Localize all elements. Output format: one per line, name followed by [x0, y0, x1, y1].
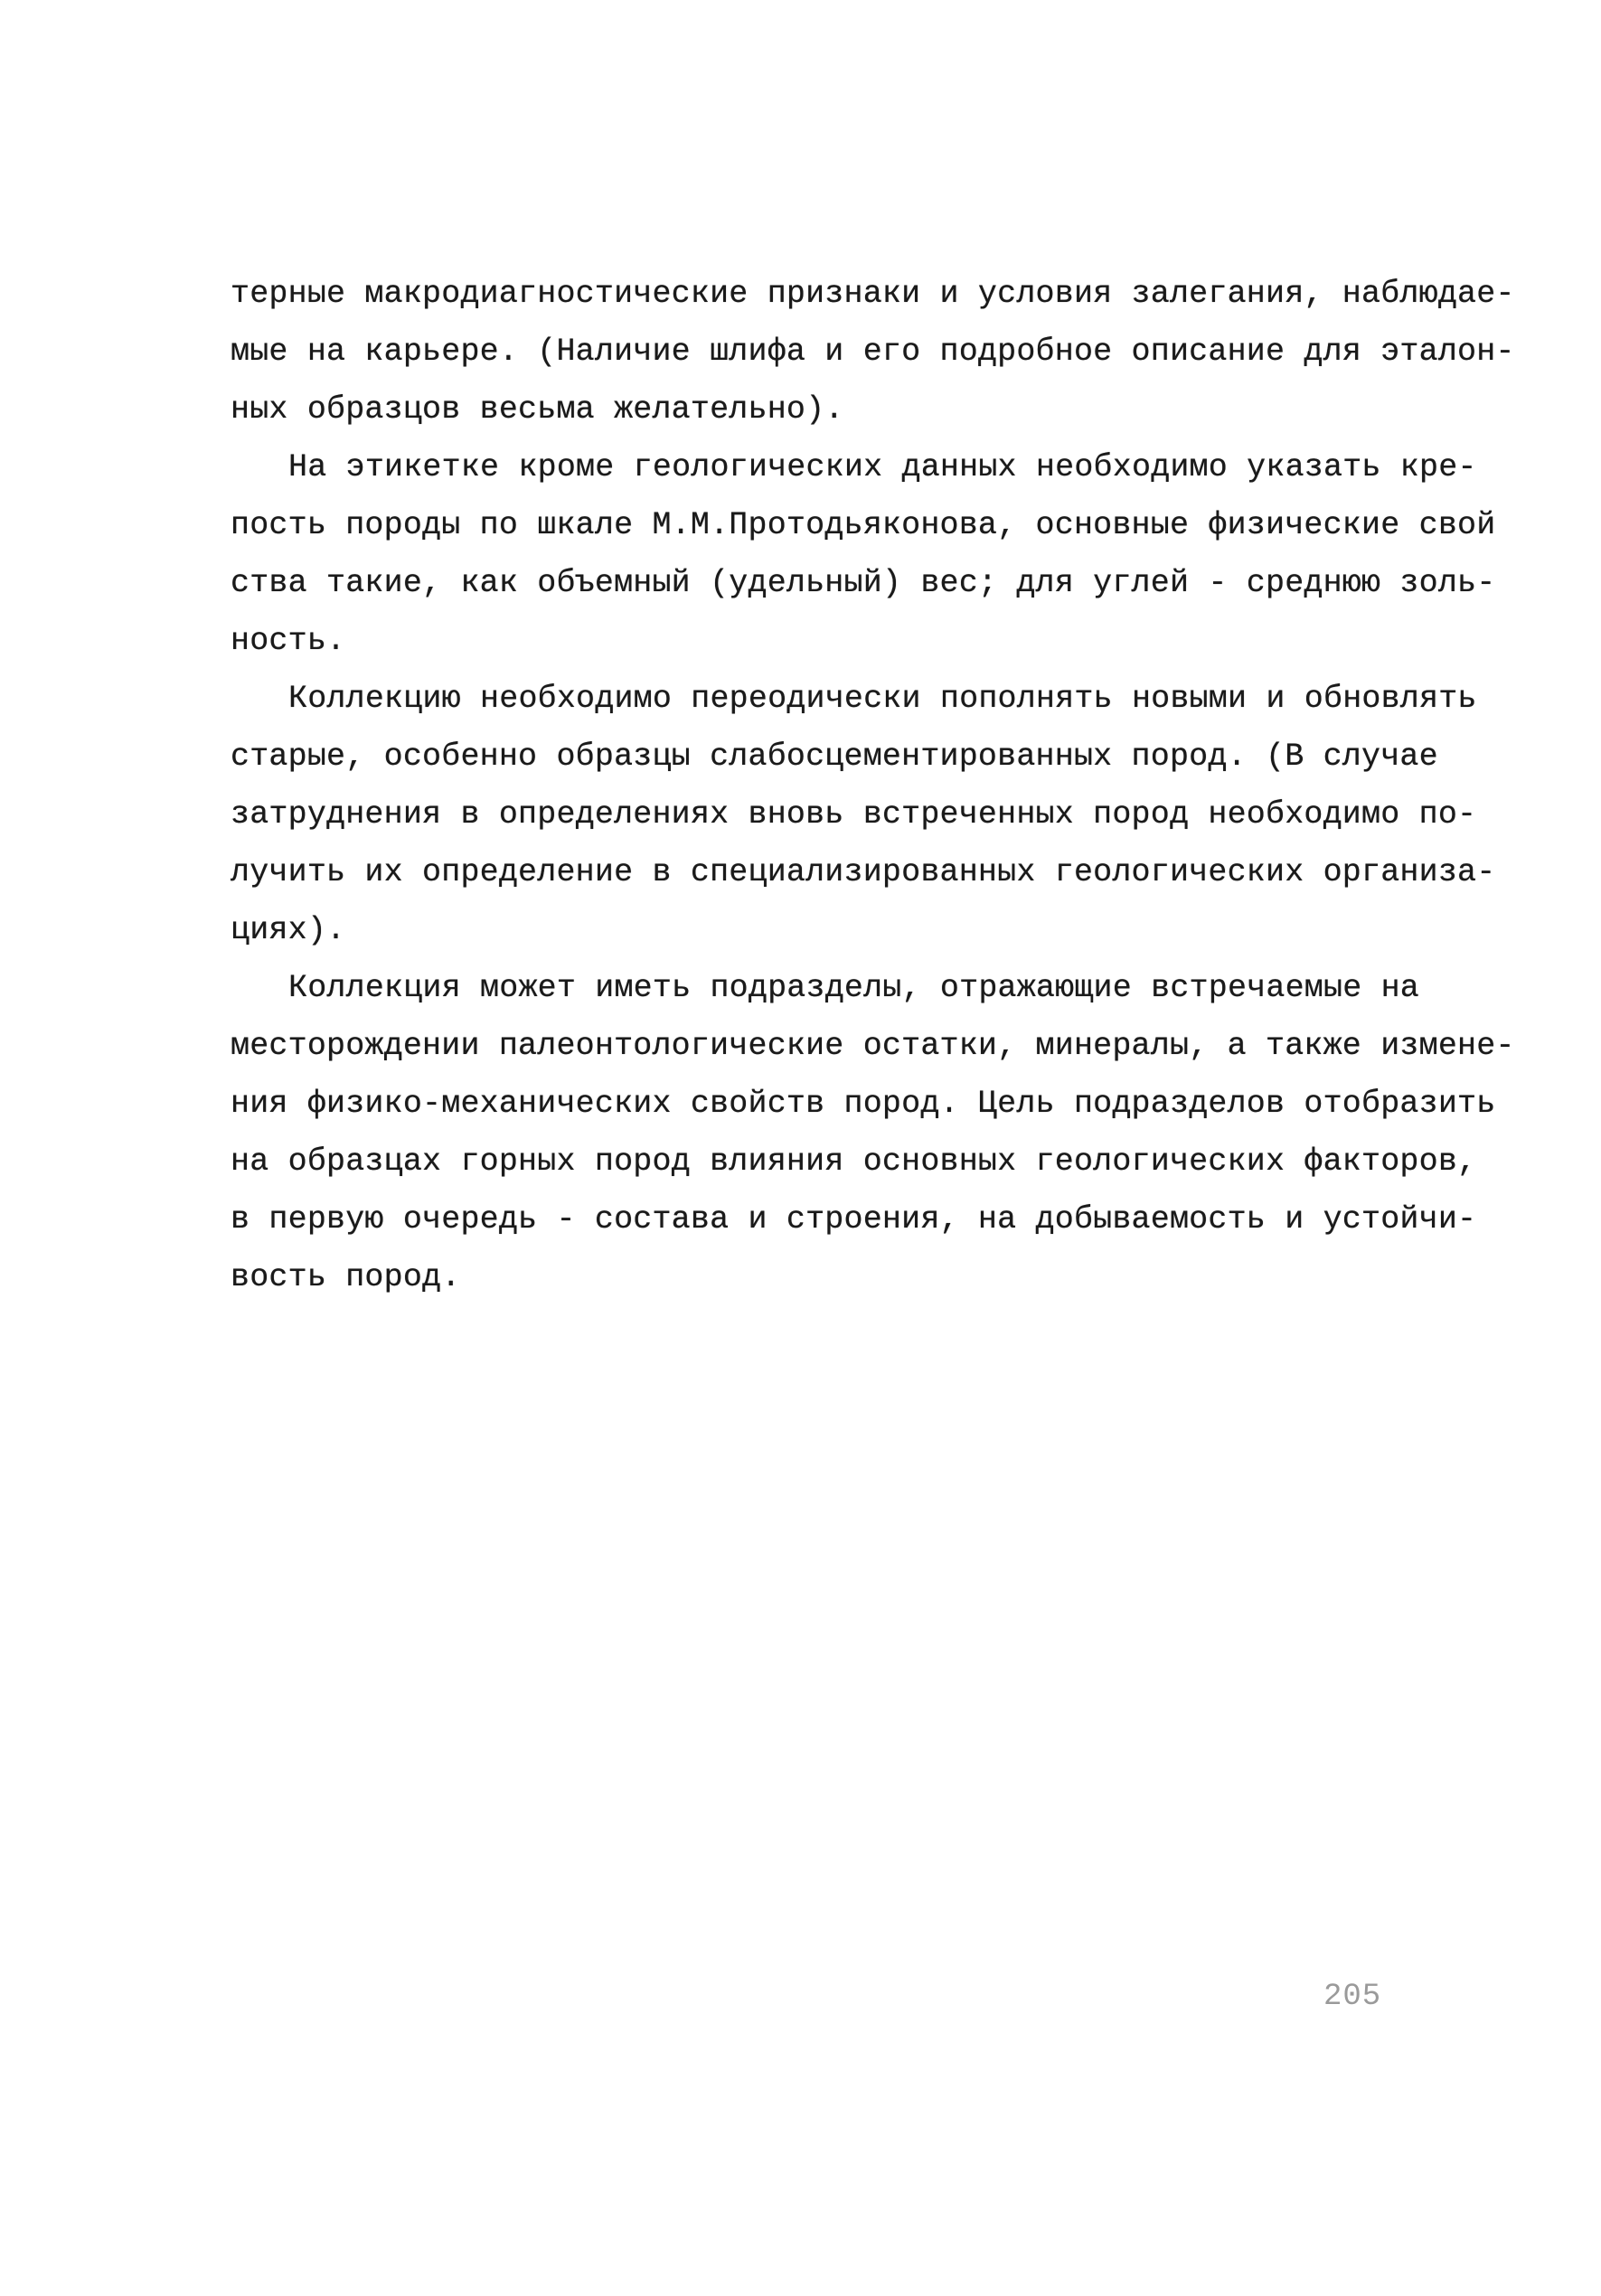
text-line: ных образцов весьма желательно). [231, 391, 844, 428]
text-line: вость пород. [231, 1259, 461, 1295]
paragraph-first-line: Коллекцию необходимо переодически пополнять новыми и обновлять [288, 681, 1477, 717]
text-line: ность. [231, 623, 346, 659]
text-line: ния физико-механических свойств пород. Цель подразделов отобразить [231, 1086, 1496, 1122]
text-line: на образцах горных пород влияния основных геологических факторов, [231, 1143, 1477, 1180]
text-line: мые на карьере. (Наличие шлифа и его подробное описание для эталон- [231, 334, 1515, 370]
paragraph-first-line: На этикетке кроме геологических данных необходимо указать кре- [288, 449, 1477, 485]
text-line: затруднения в определениях вновь встреченных пород необходимо по- [231, 796, 1477, 833]
text-line: терные макродиагностические признаки и условия залегания, наблюдае- [231, 276, 1515, 312]
text-line: пость породы по шкале М.М.Протодьяконова, основные физические свой [231, 507, 1496, 543]
text-line: старые, особенно образцы слабосцементированных пород. (В случае [231, 739, 1438, 775]
text-line: лучить их определение в специализированных геологических организа- [231, 854, 1496, 890]
text-line: в первую очередь - состава и строения, на добываемость и устойчи- [231, 1201, 1477, 1237]
text-line: циях). [231, 912, 346, 948]
body-text [231, 265, 1515, 1306]
text-line: месторождении палеонтологические остатки, минералы, а также измене- [231, 1028, 1515, 1064]
text-line: ства такие, как объемный (удельный) вес; для углей - среднюю золь- [231, 565, 1496, 601]
paragraph-first-line: Коллекция может иметь подразделы, отражающие встречаемые на [288, 970, 1420, 1006]
page-number: 205 [1323, 1980, 1382, 2014]
